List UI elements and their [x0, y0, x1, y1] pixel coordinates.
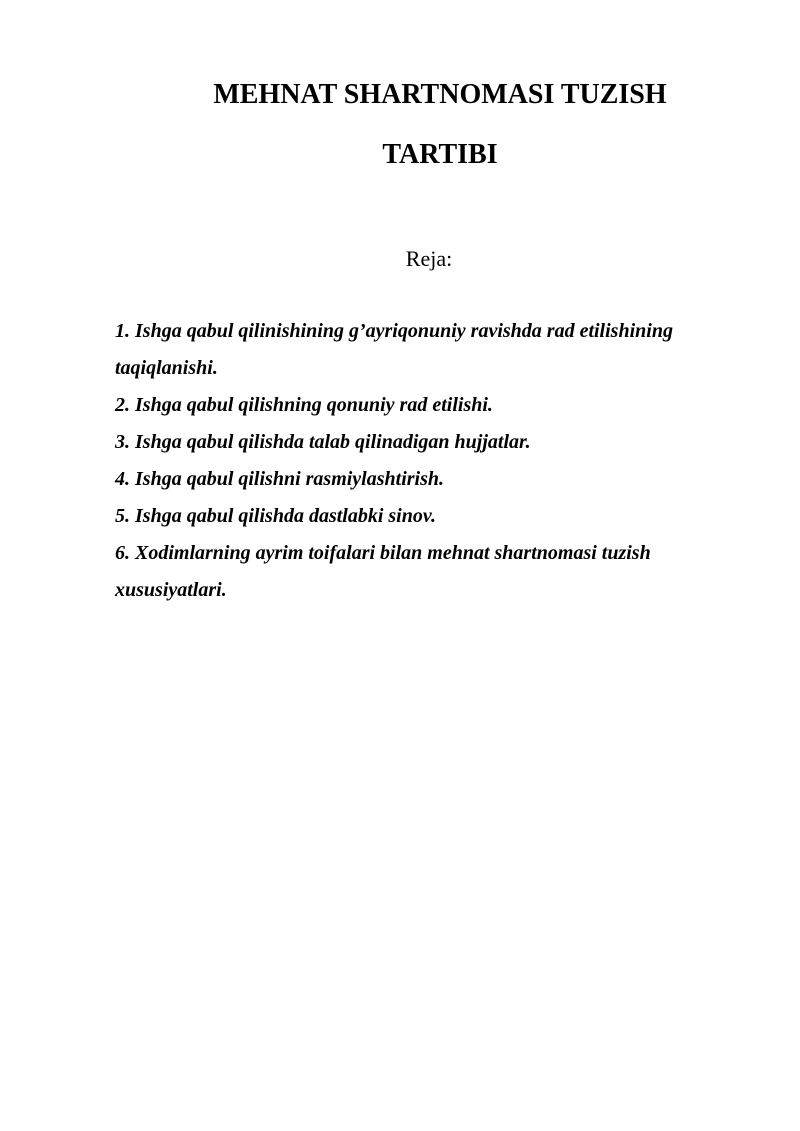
plan-item-6: 6. Xodimlarning ayrim toifalari bilan mehnat shartnomasi tuzish xususiyatlari. [115, 542, 651, 601]
plan-item-4: 4. Ishga qabul qilishni rasmiylashtirish. [115, 468, 445, 490]
plan-item-3: 3. Ishga qabul qilishda talab qilinadigan hujjatlar. [115, 431, 531, 453]
plan-item-2: 2. Ishga qabul qilishning qonuniy rad etilishi. [115, 394, 493, 416]
document-title [115, 65, 765, 185]
document-title-line-1: MEHNAT SHARTNOMASI TUZISH [213, 79, 667, 110]
plan-item-5: 5. Ishga qabul qilishda dastlabki sinov. [115, 505, 436, 527]
plan-heading: Reja: [405, 246, 453, 271]
plan-item-1: 1. Ishga qabul qilinishining g’ayriqonuniy ravishda rad etilishining taqiqlanishi. [115, 320, 673, 379]
document-title-line-2: TARTIBI [382, 139, 498, 170]
plan-list [115, 313, 743, 609]
